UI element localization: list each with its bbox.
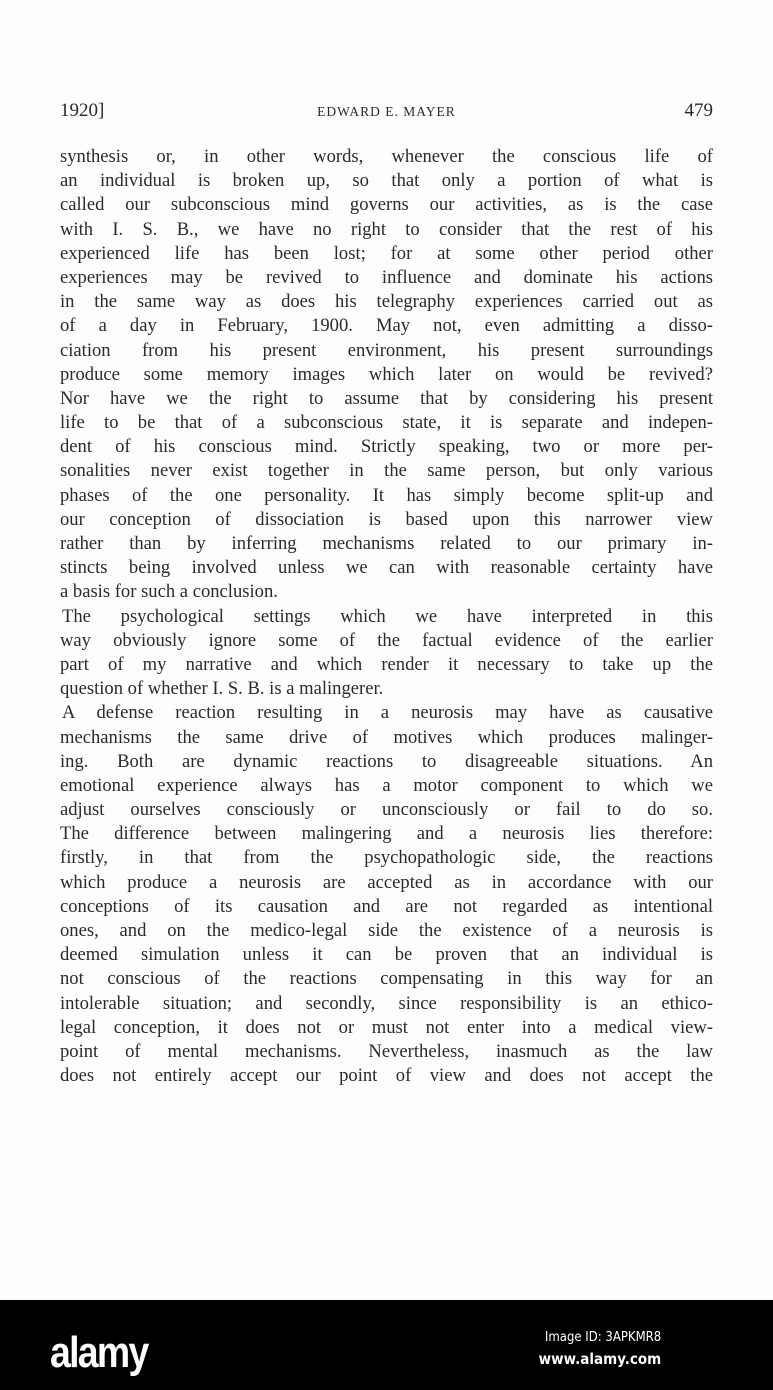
text-line: A defense reaction resulting in a neurosis may have as causative — [62, 702, 713, 724]
text-line: The difference between malingering and a neurosis lies therefore: — [60, 823, 713, 845]
text-line: life to be that of a subconscious state, it is separate and indepen- — [60, 412, 713, 434]
text-line: adjust ourselves consciously or unconsciously or fail to do so. — [60, 799, 713, 821]
running-header — [60, 100, 713, 126]
text-line: ones, and on the medico-legal side the existence of a neurosis is — [60, 920, 713, 941]
text-line: ciation from his present environment, his present surroundings — [60, 339, 713, 361]
image-id: Image ID: 3APKMR8 — [544, 1330, 661, 1345]
text-line: The psychological settings which we have interpreted in this — [62, 605, 713, 627]
text-line: of a day in February, 1900. May not, even admitting a disso- — [60, 315, 713, 337]
text-line: ing. Both are dynamic reactions to disagreeable situations. An — [60, 750, 713, 772]
text-line: Nor have we the right to assume that by considering his present — [60, 387, 713, 409]
text-line: deemed simulation unless it can be proven that an individual is — [60, 944, 713, 966]
text-line: experienced life has been lost; for at some other period other — [60, 242, 713, 264]
text-line: experiences may be revived to influence and dominate his actions — [60, 266, 713, 288]
text-line: with I. S. B., we have no right to consider that the rest of his — [60, 218, 713, 240]
text-line: synthesis or, in other words, whenever the conscious life of — [60, 146, 713, 167]
text-line: an individual is broken up, so that only a portion of what is — [60, 170, 713, 192]
text-line: a basis for such a conclusion. — [60, 581, 278, 603]
page-body — [60, 145, 713, 1088]
alamy-logo: alamy — [50, 1328, 148, 1377]
text-line: firstly, in that from the psychopathologic side, the reactions — [60, 847, 713, 869]
text-line: mechanisms the same drive of motives which produces malinger- — [60, 726, 713, 748]
text-line: which produce a neurosis are accepted as in accordance with our — [60, 871, 713, 893]
text-line: sonalities never exist together in the same person, but only various — [60, 460, 713, 482]
text-line: way obviously ignore some of the factual evidence of the earlier — [60, 629, 713, 651]
text-line: does not entirely accept our point of view and does not accept the — [60, 1065, 713, 1087]
watermark-bar — [0, 1300, 773, 1390]
text-line: point of mental mechanisms. Nevertheless, inasmuch as the law — [60, 1040, 713, 1062]
page-number: 479 — [684, 100, 713, 121]
text-line: rather than by inferring mechanisms related to our primary in- — [60, 533, 713, 554]
text-line: phases of the one personality. It has simply become split-up and — [60, 484, 713, 506]
text-line: our conception of dissociation is based upon this narrower view — [60, 508, 713, 530]
text-line: part of my narrative and which render it necessary to take up the — [60, 653, 713, 675]
header-year: 1920] — [60, 100, 105, 121]
text-line: in the same way as does his telegraphy experiences carried out as — [60, 291, 713, 313]
header-author: EDWARD E. MAYER — [317, 104, 456, 119]
text-line: intolerable situation; and secondly, since responsibility is an ethico- — [60, 992, 713, 1014]
text-line: conceptions of its causation and are not regarded as intentional — [60, 895, 713, 917]
text-line: called our subconscious mind governs our activities, as is the case — [60, 194, 713, 216]
text-line: question of whether I. S. B. is a malingerer. — [60, 678, 384, 700]
text-line: emotional experience always has a motor component to which we — [60, 774, 713, 796]
text-line: produce some memory images which later on would be revived? — [60, 363, 713, 385]
text-line: stincts being involved unless we can with reasonable certainty have — [60, 557, 713, 579]
text-line: dent of his conscious mind. Strictly speaking, two or more per- — [60, 436, 713, 458]
text-line: legal conception, it does not or must not enter into a medical view- — [60, 1016, 713, 1038]
watermark-url: www.alamy.com — [538, 1350, 661, 1368]
text-line: not conscious of the reactions compensating in this way for an — [60, 968, 713, 990]
